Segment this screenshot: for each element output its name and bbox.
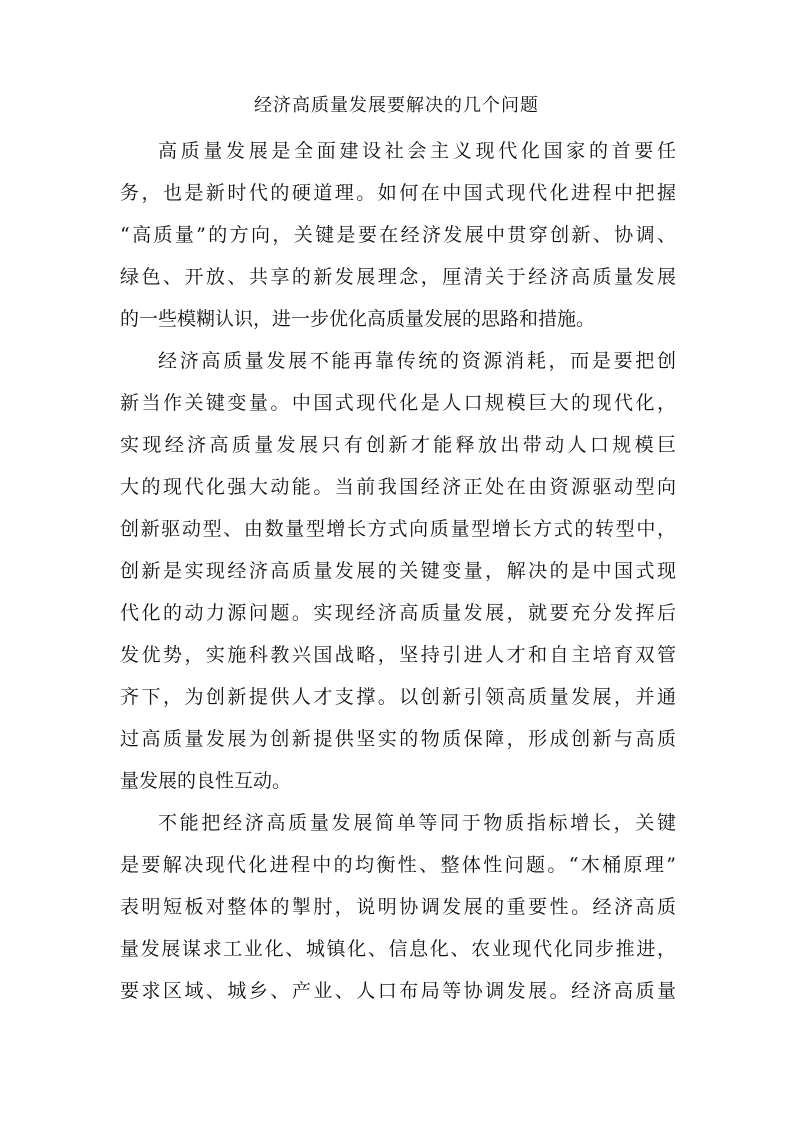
paragraph-1-line-5: 的一些模糊认识，进一步优化高质量发展的思路和措施。 [120,308,596,330]
paragraph-1-line-4: 绿色、开放、共享的新发展理念，厘清关于经济高质量发展 [120,266,676,288]
paragraph-3-line-3: 表明短板对整体的掣肘，说明协调发展的重要性。经济高质 [120,896,676,918]
paragraph-2-line-9: 齐下，为创新提供人才支撑。以创新引领高质量发展，并通 [120,686,676,708]
paragraph-2-line-4: 大的现代化强大动能。当前我国经济正处在由资源驱动型向 [120,476,676,498]
document-title: 经济高质量发展要解决的几个问题 [254,95,539,116]
paragraph-3-line-2: 是要解决现代化进程中的均衡性、整体性问题。“木桶原理” [120,854,676,876]
paragraph-1-line-2: 务，也是新时代的硬道理。如何在中国式现代化进程中把握 [120,182,676,204]
paragraph-2-line-5: 创新驱动型、由数量型增长方式向质量型增长方式的转型中， [120,518,676,540]
paragraph-2-line-10: 过高质量发展为创新提供坚实的物质保障，形成创新与高质 [120,728,676,750]
paragraph-3-line-4: 量发展谋求工业化、城镇化、信息化、农业现代化同步推进， [120,938,676,960]
paragraph-2-line-1: 经济高质量发展不能再靠传统的资源消耗，而是要把创 [158,350,676,372]
paragraph-2-line-6: 创新是实现经济高质量发展的关键变量，解决的是中国式现 [120,560,676,582]
paragraph-3-line-1: 不能把经济高质量发展简单等同于物质指标增长，关键 [158,812,676,834]
paragraph-2-line-7: 代化的动力源问题。实现经济高质量发展，就要充分发挥后 [120,602,676,624]
paragraph-2-line-11: 量发展的良性互动。 [120,770,292,792]
paragraph-2-line-3: 实现经济高质量发展只有创新才能释放出带动人口规模巨 [120,434,676,456]
paragraph-3-line-5: 要求区域、城乡、产业、人口布局等协调发展。经济高质量 [120,980,676,1002]
paragraph-2-line-8: 发优势，实施科教兴国战略，坚持引进人才和自主培育双管 [120,644,676,666]
paragraph-2-line-2: 新当作关键变量。中国式现代化是人口规模巨大的现代化， [120,392,676,414]
paragraph-1-line-1: 高质量发展是全面建设社会主义现代化国家的首要任 [158,140,676,162]
paragraph-1-line-3: “高质量”的方向，关键是要在经济发展中贯穿创新、协调、 [120,224,676,246]
